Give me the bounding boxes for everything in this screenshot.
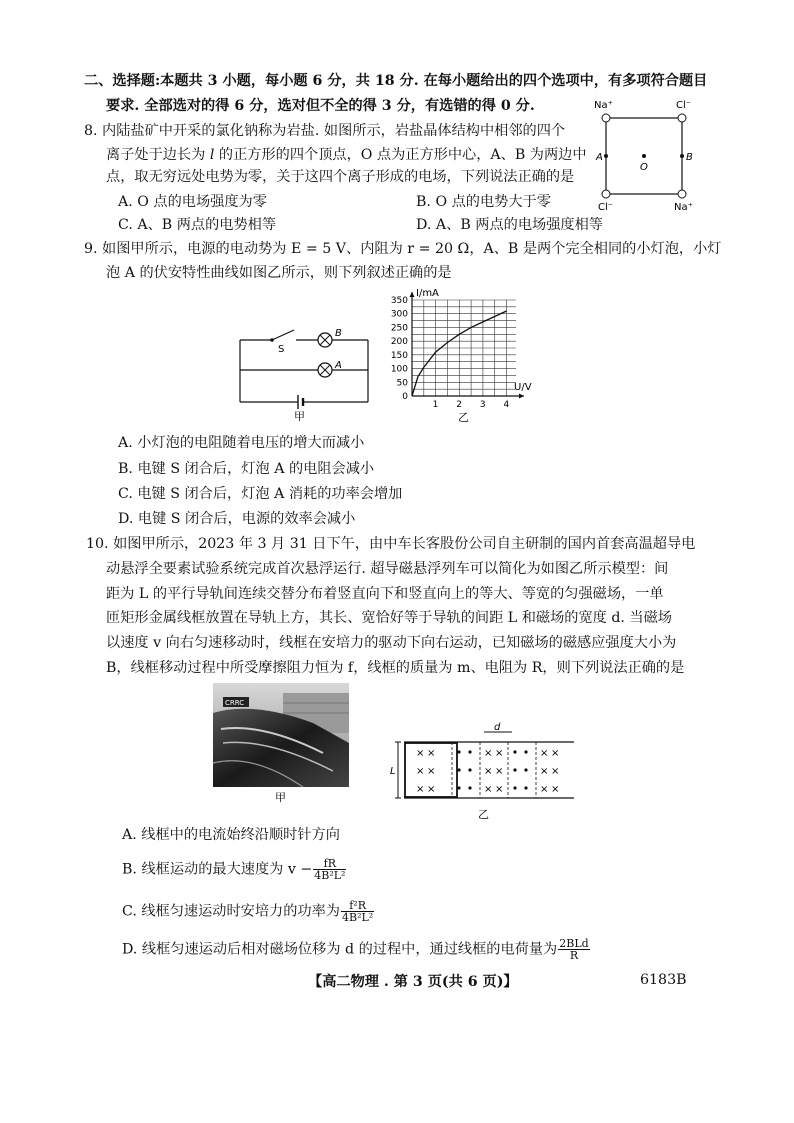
caption-jia: 甲 <box>294 410 305 422</box>
q8-option-d: D. A、B 两点的电场强度相等 <box>416 217 603 233</box>
field-out-of-page-mark <box>468 786 471 789</box>
chart-xlabel: U/V <box>514 382 532 393</box>
x-tick-label: 3 <box>479 400 486 410</box>
y-tick-label: 150 <box>390 350 408 361</box>
q10-stem-line4: 匝矩形金属线框放置在导轨上方，其长、宽恰好等于导轨的间距 L 和磁场的宽度 d. 当磁场 <box>106 610 672 626</box>
q8-stem-line3: 点，取无穷远处电势为零，关于这四个离子形成的电场，下列说法正确的是 <box>106 169 575 185</box>
chart-tick-labels <box>391 296 510 410</box>
q10-option-d: D. 线框匀速运动后相对磁场位移为 d 的过程中，通过线框的电荷量为 $\frac{\text{2BLd}}{R}$ <box>122 937 589 962</box>
q8-stem-line1: 8. 内陆盐矿中开采的氯化钠称为岩盐. 如图所示，岩盐晶体结构中相邻的四个 <box>84 123 566 139</box>
field-out-of-page-mark <box>513 750 516 753</box>
field-into-page-mark: × <box>495 784 504 795</box>
q9-option-d: D. 电键 S 闭合后，电源的效率会减小 <box>118 511 356 527</box>
y-tick-label: 50 <box>396 378 408 389</box>
field-into-page-mark: × <box>427 748 436 759</box>
q10-option-a: A. 线框中的电流始终沿顺时针方向 <box>122 827 340 843</box>
field-into-page-mark: × <box>551 784 560 795</box>
field-into-page-mark: × <box>416 748 425 759</box>
q9-stem-line1: 9. 如图甲所示，电源的电动势为 E = 5 V、内阻为 r = 20 Ω，A、B 是两个完全相同的小灯泡，小灯 <box>84 241 722 257</box>
field-into-page-mark: × <box>551 766 560 777</box>
field-into-page-mark: × <box>416 766 425 777</box>
q10-field-diagram <box>390 722 580 822</box>
ion-bottom-right <box>678 190 686 198</box>
field-out-of-page-mark <box>457 768 460 771</box>
q8-crystal-diagram <box>588 96 708 216</box>
field-markers <box>416 742 559 798</box>
q8-option-c: C. A、B 两点的电势相等 <box>118 217 277 233</box>
section-header-line1: 二、选择题:本题共 3 小题，每小题 6 分，共 18 分. 在每小题给出的四个选项中，有多项符合题目 <box>84 73 708 89</box>
q9-circuit-diagram <box>232 318 382 422</box>
ion-top-left <box>602 114 610 122</box>
caption-jia: 甲 <box>275 791 286 803</box>
q9-option-b: B. 电键 S 闭合后，灯泡 A 的电阻会减小 <box>118 461 375 477</box>
q10-option-c: C. 线框匀速运动时安培力的功率为 $\frac{\text{f²R}}{\text{4B²L²}}$ <box>122 899 374 924</box>
x-tick-label: 1 <box>432 400 439 410</box>
x-tick-label: 4 <box>503 400 510 410</box>
label-o: O <box>640 162 648 173</box>
ion-top-right <box>678 114 686 122</box>
q10-train-photo <box>213 683 349 803</box>
q9-option-a: A. 小灯泡的电阻随着电压的增大而减小 <box>118 435 365 451</box>
label-a: A <box>596 152 603 163</box>
label-L: L <box>390 766 396 777</box>
x-tick-label: 2 <box>456 400 463 410</box>
field-into-page-mark: × <box>427 784 436 795</box>
q10-option-b: B. 线框运动的最大速度为 v − $\frac{fR}{\text{4B²L²}}$ <box>122 857 346 882</box>
q9-stem-line2: 泡 A 的伏安特性曲线如图乙所示，则下列叙述正确的是 <box>106 265 452 281</box>
field-out-of-page-mark <box>513 768 516 771</box>
label-a: A <box>335 360 342 371</box>
y-axis-arrow <box>410 292 415 297</box>
q9-iv-chart <box>372 282 532 422</box>
bulb-a <box>318 363 332 377</box>
switch-s <box>272 330 294 340</box>
chart-ylabel: I/mA <box>416 288 439 299</box>
field-into-page-mark: × <box>484 784 493 795</box>
footer-code: 6183B <box>640 972 687 988</box>
field-out-of-page-mark <box>513 786 516 789</box>
q10-stem-line2: 动悬浮全要素试验系统完成首次悬浮运行. 超导磁悬浮列车可以简化为如图乙所示模型：间 <box>106 561 669 577</box>
label-d: d <box>494 722 501 733</box>
q10-stem-line5: 以速度 v 向右匀速移动时，线框在安培力的驱动下向右运动，已知磁场的磁感应强度大小为 <box>106 635 677 651</box>
field-into-page-mark: × <box>540 748 549 759</box>
y-tick-label: 100 <box>390 364 408 375</box>
field-into-page-mark: × <box>551 748 560 759</box>
q10-stem-line3: 距为 L 的平行导轨间连续交替分布着竖直向下和竖直向上的等大、等宽的匀强磁场，一单 <box>106 586 664 602</box>
point-o <box>642 154 646 158</box>
field-into-page-mark: × <box>484 766 493 777</box>
y-tick-label: 300 <box>390 309 408 320</box>
field-into-page-mark: × <box>495 748 504 759</box>
q8-option-a: A. O 点的电场强度为零 <box>118 194 267 210</box>
q10-stem-line1: 10. 如图甲所示，2023 年 3 月 31 日下午，由中车长客股份公司自主研制的国内首套高温超导电 <box>86 536 696 552</box>
y-tick-label: 350 <box>390 296 408 306</box>
bulb-b <box>318 333 332 347</box>
train-logo: CRRC <box>225 699 245 707</box>
field-into-page-mark: × <box>484 748 493 759</box>
point-a <box>604 154 608 158</box>
field-out-of-page-mark <box>468 750 471 753</box>
y-tick-label: 250 <box>390 323 408 334</box>
q9-option-c: C. 电键 S 闭合后，灯泡 A 消耗的功率会增加 <box>118 486 403 502</box>
field-out-of-page-mark <box>524 768 527 771</box>
point-b <box>680 154 684 158</box>
q8-option-b: B. O 点的电势大于零 <box>416 194 551 210</box>
field-into-page-mark: × <box>540 784 549 795</box>
field-out-of-page-mark <box>457 750 460 753</box>
section-header-line2: 要求. 全部选对的得 6 分，选对但不全的得 3 分，有选错的得 0 分. <box>106 98 535 114</box>
field-out-of-page-mark <box>524 786 527 789</box>
x-axis-arrow <box>519 394 524 399</box>
field-out-of-page-mark <box>457 786 460 789</box>
chart-caption: 乙 <box>458 411 469 422</box>
ion-bottom-left <box>602 190 610 198</box>
field-into-page-mark: × <box>495 766 504 777</box>
field-out-of-page-mark <box>468 768 471 771</box>
y-tick-label: 200 <box>390 337 408 348</box>
footer-page-info: 【高二物理 . 第 3 页(共 6 页)】 <box>308 974 518 990</box>
field-into-page-mark: × <box>540 766 549 777</box>
label-b: B <box>335 328 342 339</box>
q10-stem-line6: B，线框移动过程中所受摩擦阻力恒为 f，线框的质量为 m、电阻为 R，则下列说法正确的是 <box>106 660 685 676</box>
label-tr: Cl⁻ <box>676 100 692 111</box>
label-br: Na⁺ <box>674 202 693 213</box>
label-tl: Na⁺ <box>594 100 613 111</box>
caption-yi: 乙 <box>478 808 489 821</box>
q8-stem-line2: 离子处于边长为 l 的正方形的四个顶点，O 点为正方形中心，A、B 为两边中 <box>106 147 587 163</box>
label-bl: Cl⁻ <box>598 202 614 213</box>
label-b: B <box>686 152 693 163</box>
label-s: S <box>278 344 285 355</box>
field-into-page-mark: × <box>427 766 436 777</box>
field-out-of-page-mark <box>524 750 527 753</box>
field-into-page-mark: × <box>416 784 425 795</box>
y-tick-label: 0 <box>402 392 408 402</box>
